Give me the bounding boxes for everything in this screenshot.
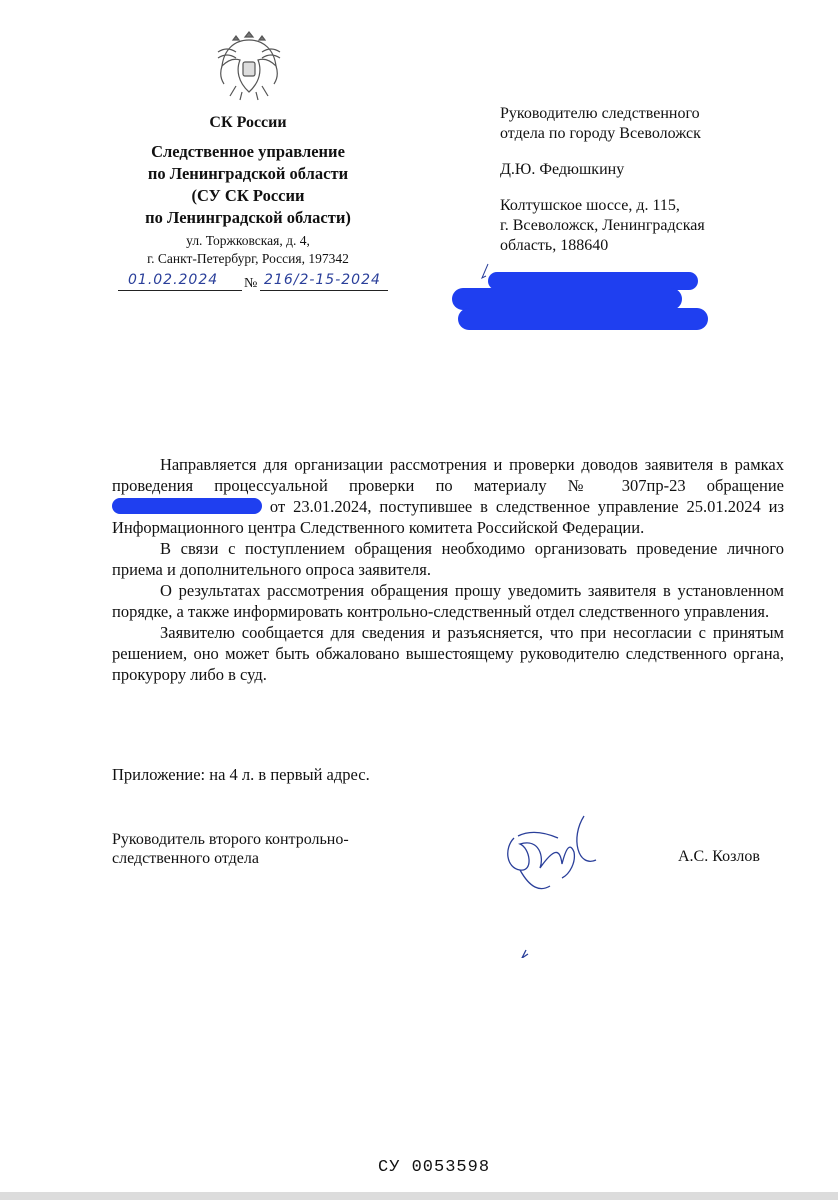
addressee-address: [500, 196, 800, 256]
paragraph-4: Заявителю сообщается для сведения и разъясняется, что при несогласии с принятым решением, оно может быть обжаловано вышестоящему руководителю следственного органа, прокурору либо в суд.: [112, 623, 784, 684]
redaction-mark: [112, 498, 262, 514]
signatory-name: А.С. Козлов: [678, 848, 760, 865]
addressee-position: [500, 104, 800, 144]
addressee-address-line: г. Всеволожск, Ленинградская: [500, 217, 705, 234]
addressee-address-line: область, 188640: [500, 237, 609, 254]
signatory-title: [112, 830, 349, 868]
org-address-line: г. Санкт-Петербург, Россия, 197342: [147, 250, 349, 266]
signatory-title-line: следственного отдела: [112, 850, 259, 867]
emblem-icon: [214, 26, 284, 102]
redaction-mark: [448, 262, 708, 338]
org-full-line: по Ленинградской области): [145, 208, 351, 227]
signatory-title-line: Руководитель второго контрольно-: [112, 831, 349, 848]
page-bottom-edge: [0, 1192, 838, 1200]
addressee-block: [500, 104, 800, 272]
handwritten-signature: [500, 808, 610, 958]
paragraph-1: [112, 454, 784, 538]
org-full-line: по Ленинградской области: [147, 164, 349, 183]
addressee-address-line: Колтушское шоссе, д. 115,: [500, 197, 680, 214]
org-short-name: СК России: [209, 114, 287, 131]
attachment-note: Приложение: на 4 л. в первый адрес.: [112, 765, 370, 784]
addressee-line: отдела по городу Всеволожск: [500, 125, 701, 142]
number-sign: №: [244, 276, 258, 291]
number-underline: [260, 290, 388, 291]
letter-body: [112, 454, 784, 685]
org-address: [88, 232, 408, 267]
org-full-name: [88, 141, 408, 229]
paragraph-1-end: от 23.01.2024, поступившее в следственное управление 25.01.2024 из Информационного центра Следственного комитета Российской Федерации.: [112, 497, 785, 537]
paragraph-1-start: Направляется для организации рассмотрения и проверки доводов заявителя в рамках проведения процессуальной проверки по материалу № 307пр-23 обращение: [112, 455, 784, 495]
addressee-line: Руководителю следственного: [500, 105, 700, 122]
addressee-name: Д.Ю. Федюшкину: [500, 161, 625, 178]
date-underline: [118, 290, 242, 291]
serial-number: СУ 0053598: [378, 1158, 491, 1177]
registration-date: 01.02.2024: [128, 272, 219, 288]
registration-number: 216/2-15-2024: [264, 272, 381, 288]
org-full-line: (СУ СК России: [191, 186, 305, 205]
paragraph-3: О результатах рассмотрения обращения прошу уведомить заявителя в установленном порядке, а также информировать контрольно-следственный отдел следственного управления.: [112, 581, 784, 621]
org-full-line: Следственное управление: [151, 142, 345, 161]
registration-line: [118, 270, 408, 296]
paragraph-2: В связи с поступлением обращения необходимо организовать проведение личного приема и дополнительного опроса заявителя.: [112, 539, 784, 579]
org-address-line: ул. Торжковская, д. 4,: [186, 233, 310, 248]
